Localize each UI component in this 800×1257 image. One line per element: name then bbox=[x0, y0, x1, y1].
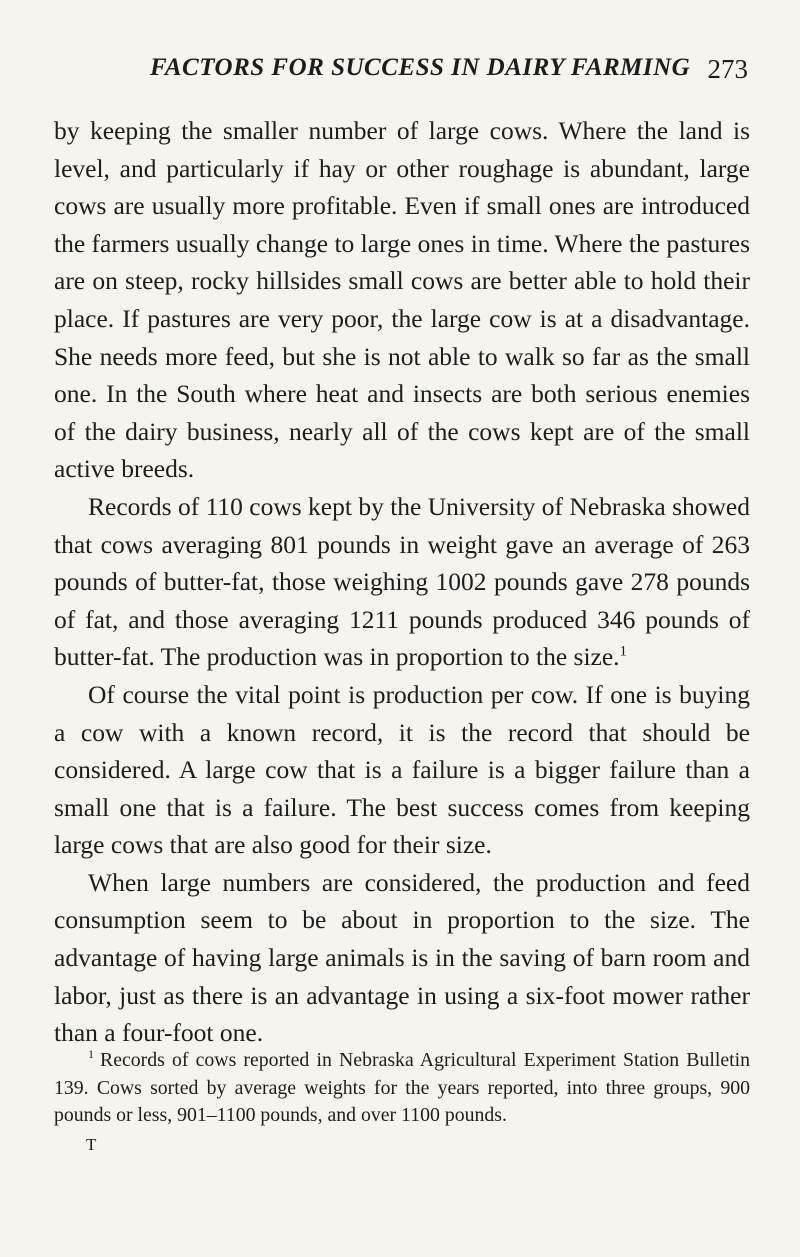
paragraph-text: When large numbers are considered, the production and feed consumption seem to be about in proportion to the size. The advantage of having large animals is in the saving of barn room and labor, just as there is an advantage in using a six-foot mower rather than a four-foot one. bbox=[54, 867, 750, 1048]
footnote-paragraph bbox=[54, 1047, 750, 1130]
signature-mark: T bbox=[86, 1135, 97, 1154]
paragraph-text: Records of 110 cows kept by the University of Nebraska showed that cows averaging 801 pounds in weight gave an average of 263 pounds of butter-fat, those weighing 1002 pounds gave 278 pounds of fat, and those averaging 1211 pounds produced 346 pounds of butter-fat. The production was in proportion to the size. bbox=[54, 491, 750, 672]
paragraph bbox=[54, 864, 750, 1052]
paragraph bbox=[54, 488, 750, 676]
footnote-text: Records of cows reported in Nebraska Agricultural Experiment Station Bulletin 139. Cows sorted by average weights for the years reported, into three groups, 900 pounds or less, 901–1100 pounds, and over 1100 pounds. bbox=[54, 1049, 750, 1126]
footnote-mark: 1 bbox=[88, 1047, 94, 1062]
paragraph-text: Of course the vital point is production per cow. If one is buying a cow with a known record, it is the record that should be considered. A large cow that is a failure is a bigger failure than a small one that is a failure. The best success comes from keeping large cows that are also good for their size. bbox=[54, 679, 750, 860]
page-number: 273 bbox=[707, 54, 748, 84]
body-text bbox=[54, 112, 750, 1052]
running-head bbox=[54, 54, 750, 94]
paragraph-text: by keeping the smaller number of large cows. Where the land is level, and particularly if hay or other roughage is abundant, large cows are usually more profitable. Even if small ones are introduced the farmers usually change to large ones in time. Where the pastures are on steep, rocky hillsides small cows are better able to hold their place. If pastures are very poor, the large cow is at a disadvantage. She needs more feed, but she is not able to walk so far as the small one. In the South where heat and insects are both serious enemies of the dairy business, nearly all of the cows kept are of the small active breeds. bbox=[54, 116, 750, 484]
paragraph-continued bbox=[54, 112, 750, 488]
running-title: FACTORS FOR SUCCESS IN DAIRY FARMING bbox=[150, 54, 691, 81]
footnote bbox=[54, 1047, 750, 1130]
paragraph bbox=[54, 676, 750, 864]
footnote-reference: 1 bbox=[619, 643, 628, 660]
